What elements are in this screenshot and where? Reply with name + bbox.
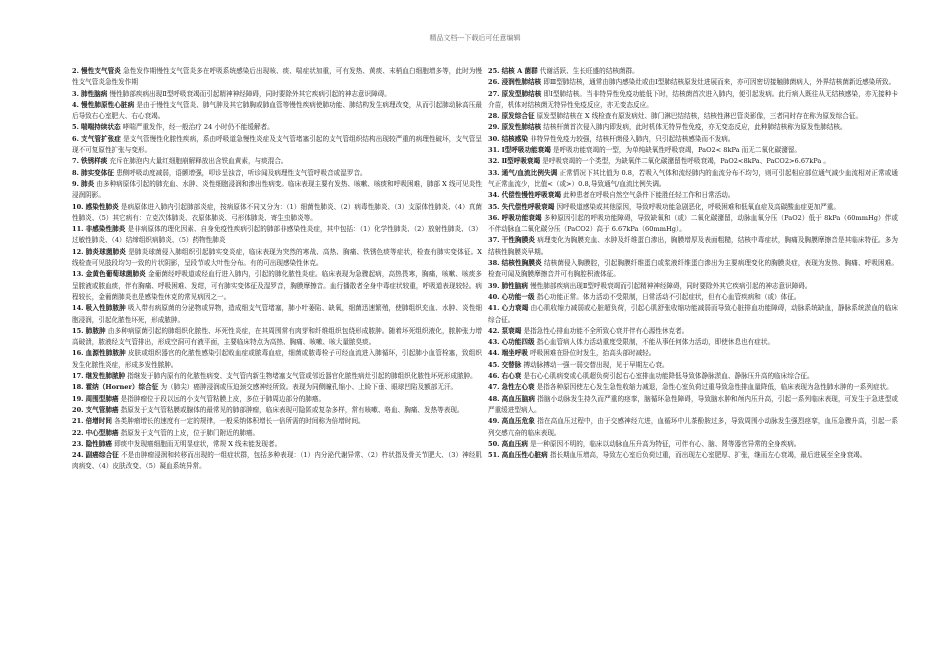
entry-term: 结核性胸膜炎 (501, 259, 542, 268)
definition-entry (72, 66, 482, 89)
definition-entry (72, 224, 482, 247)
definition-entry (72, 168, 482, 179)
entry-number: 3. (72, 89, 79, 98)
definition-entry (488, 89, 898, 112)
entry-number: 15. (72, 326, 84, 335)
entry-term: 原发型肺结核 (501, 89, 542, 98)
entry-term: 肺炎 (81, 179, 95, 188)
entry-term: 心功能四级 (501, 338, 535, 347)
definition-entry (488, 416, 898, 439)
definition-entry (488, 450, 898, 461)
definition-entry (72, 100, 482, 123)
page-header: 精品文档---下载后可任意编辑 (429, 34, 521, 42)
entry-definition: 是非病原体的理化因素、自身免疫性疾病引起的肺部非感染性炎症，其中包括：（1）化学性肺炎、（2）放射性肺炎、（3）过敏性肺炎、（4）结缔组织病肺炎、（5）药物性肺炎 (72, 225, 482, 245)
definition-entry (488, 258, 898, 281)
entry-definition: 吸入带有病原菌的分泌物或异物，造成细支气管堵塞，肺小叶萎陷、缺氧，细菌迅速繁殖，使肺组织充血、水肿、炎性细胞浸润，引起化脓性坏死，形成脓肿。 (72, 304, 482, 324)
entry-number: 49. (488, 417, 500, 426)
definition-entry (488, 122, 898, 133)
entry-term: 中心型肺癌 (85, 428, 119, 437)
definition-entry (72, 326, 482, 349)
entry-number: 11. (72, 225, 84, 234)
entry-definition: 慢性肺部疾病出现Ⅱ型呼吸衰竭而引起精神神经障碍，同时要除外其它疾病引起的神志意识障碍。 (530, 281, 812, 290)
entry-definition: 指心血管病人体力活动重度受限制，不能从事任何体力活动，即使休息也有症状。 (536, 338, 775, 347)
entry-definition: 指长期血压增高，导致左心室后负荷过重，而出现左心室肥厚、扩张，继而左心衰竭，最后进展至全身衰竭。 (549, 451, 867, 460)
definition-entry (488, 145, 898, 156)
entry-term: 肺实变体征 (81, 168, 114, 177)
entry-definition: 病理变化为胸膜充血、水肿及纤维蛋白渗出，胸膜增厚及表面粗糙，结核中毒症状，胸痛及胸膜摩擦音是其临床特征。多为结核性胸膜炎早期。 (488, 236, 898, 256)
entry-number: 13. (72, 270, 84, 279)
entry-definition: 皮肤或组织器官的化脓性感染引起败血症或脓毒血症，细菌或脓毒栓子可经血流进入肺循环，引起肺小血管栓塞，致组织发生化脓性炎症，形成多发性脓肿。 (72, 349, 482, 369)
entry-term: 心功能一级 (501, 292, 535, 301)
definition-entry (488, 213, 898, 236)
entry-number: 40. (488, 292, 500, 301)
entry-definition: 代谢活跃、生长旺盛的结核菌群。 (539, 67, 639, 75)
definition-entry (488, 168, 898, 191)
entry-definition: 是指急性心排血功能不全所致心衰并伴有心源性休克者。 (523, 326, 689, 335)
entry-definition: 由多种病原体引起的肺充血、水肿、炎性细胞浸润和渗出性病变。临床表现主要有发热、咳嗽、咳痰和呼吸困难，肺部 X 线可见炎性浸润阴影。 (72, 179, 482, 200)
entry-term: 心力衰竭 (501, 304, 529, 313)
entry-number: 45. (488, 360, 500, 369)
definition-entry (488, 281, 898, 292)
entry-number: 14. (72, 304, 84, 313)
entry-definition: 非特异性免疫力较强，结核杆菌侵入肺内，只引起结核感染而不发病。 (530, 134, 735, 143)
entry-term: 浸润性肺结核 (501, 78, 542, 87)
entry-number: 37. (488, 236, 500, 245)
entry-term: 支气管肺癌 (85, 405, 119, 414)
definition-entry (488, 111, 898, 122)
entry-definition: 是呼吸功能衰竭的一型，为单纯缺氧性呼吸衰竭，PaO2< 8kPa 而无二氧化碳潴留。 (552, 146, 802, 155)
definition-entry (72, 394, 482, 405)
entry-definition: 患侧呼吸动度减弱，语颤增强，叩诊呈浊音，听诊闻及病理性支气管呼吸音或湿罗音。 (116, 168, 367, 177)
entry-number: 32. (488, 157, 500, 166)
entry-definition: 原发型肺结核在 X 线检查有原发病灶、肺门淋巴结结核，结核性淋巴管炎影像，三者同时存在称为原发综合征。 (536, 112, 863, 121)
entry-definition: 慢性肺部疾病出现Ⅱ型呼吸衰竭而引起精神神经障碍，同时要除外其它疾病引起的神志意识障碍。 (109, 89, 391, 98)
entry-definition: 由多种病原菌引起的肺组织化脓性、坏死性炎症，在其周围常有肉芽和纤维组织包绕形成脓肿。随着坏死组织液化，脓肿张力增高破溃，脓液经支气管排出，形成空洞可有液平面，主要临床特点为高热、胸痛、咳嗽、咳大量脓臭痰。 (72, 326, 482, 347)
entry-number: 26. (488, 78, 500, 87)
entry-number: 36. (488, 213, 500, 222)
definition-entry (72, 371, 482, 382)
entry-number: 19. (72, 394, 84, 403)
definition-entry (72, 405, 482, 416)
entry-definition: 指脑小动脉发生持久而严重的痉挛，脑循环急性障碍，导致脑水肿和颅内压升高，引起一系列临床表现，可发生于急进型或严重缓进型病人。 (488, 394, 898, 414)
entry-number: 35. (488, 202, 500, 211)
entry-number: 29. (488, 123, 500, 132)
entry-definition: 是指肿瘤位于段以远的小支气管粘膜上皮，多位于肺周边部分的肺癌。 (120, 394, 326, 403)
definition-entry (488, 303, 898, 326)
entry-number: 30. (488, 134, 500, 143)
entry-definition: 指心功能正常。体力活动不受限制，日常活动不引起症状，但有心血管疾病和（或）体征。 (536, 292, 801, 301)
entry-definition: 为（肺尖）癌肿浸润或压迫颈交感神经所致。表现为同侧瞳孔缩小、上睑下垂、眼球凹陷及额部无汗。 (160, 383, 458, 392)
entry-definition: 正常情况下其比值为 0.8，若吸入气体和流经肺内的血流分布不均匀，则可引起相应部位通气减少血流相对正常或通气正常血流少，比值<（或>）0.8,导致通气/血流比例失调。 (488, 168, 898, 188)
entry-term: 结核感染 (501, 134, 528, 143)
definition-entry (488, 439, 898, 450)
entry-number: 39. (488, 281, 500, 290)
entry-number: 2. (72, 67, 79, 75)
entry-term: 原发性肺结核 (501, 123, 542, 132)
entry-term: 支气管扩张症 (81, 134, 121, 143)
entry-term: 原发综合征 (501, 112, 535, 121)
entry-number: 24. (72, 451, 84, 460)
definition-entry (72, 348, 482, 371)
entry-definition: 各类肿瘤增长的速度有一定的规律，一般采纳体积增长一倍所需的时间称为倍增时间。 (114, 417, 365, 426)
entry-term: 交替脉 (501, 360, 522, 369)
definition-entry (488, 348, 898, 359)
entry-number: 8. (72, 168, 79, 177)
entry-definition: 指继发于肺内原有的化脓性病变、支气管内新生物堵塞支气管或邻近器官化脓性病灶引起的肺组织化脓性坏死形成脓肿。 (127, 372, 477, 381)
definition-entry (488, 371, 898, 382)
entry-definition: 是呼吸衰竭的一个类型，为缺氧伴二氧化碳潴留性呼吸衰竭，PaO2<8kPa、PaCO2>6.67kPa 。 (542, 157, 830, 166)
entry-definition: 搏动脉搏动一强一弱交替出现，见于早期左心衰。 (523, 360, 669, 369)
definition-entry (488, 134, 898, 145)
definition-entry (72, 428, 482, 439)
entry-number: 6. (72, 134, 79, 143)
entry-term: 喘喘持续状态 (81, 123, 121, 132)
entry-number: 38. (488, 259, 500, 268)
entry-number: 41. (488, 304, 500, 313)
definition-entry (488, 292, 898, 303)
entry-term: 隐性肺癌 (85, 439, 112, 448)
definition-entry (488, 66, 898, 77)
entry-term: 干性胸膜炎 (501, 236, 536, 245)
entry-definition: 指原发于支气管的上皮，位于肺门附近的肺癌。 (120, 428, 260, 437)
entry-definition: 结核杆菌首次侵入肺内即发病，此时机体无特异性免疫，亦无变态反应，此种肺结核称为原发性肺结核。 (543, 123, 847, 132)
entry-number: 20. (72, 405, 84, 414)
definition-entry (488, 360, 898, 371)
entry-definition: 是一种原因不明的，临床以动脉血压升高为特征，可伴有心、脑、肾等器官异常的全身疾病。 (530, 439, 801, 448)
entry-number: 28. (488, 112, 500, 121)
entry-definition: 因呼吸道感染或其他原因，导致呼吸功能急剧恶化，呼吸困难和低氧血症及高碳酸血症更加严重。 (556, 202, 840, 211)
definition-entry (488, 382, 898, 393)
definition-entry (72, 303, 482, 326)
entry-definition: 即Ⅲ型肺结核，通常由肺内感染灶或由Ⅰ型肺结核原发灶进展而来，亦可因密切接触肺菌病人，外界结核菌新近感染所致。 (543, 78, 896, 87)
entry-number: 51. (488, 451, 500, 460)
entry-number: 43. (488, 338, 500, 347)
entry-term: 高血压性心脏病 (501, 451, 548, 460)
entry-definition: 即Ⅰ型肺结核。当非特异性免疫功能低下时，结核菌首次进入肺内，便引起发病。此行病人既往从无结核感染，亦无接种卡介苗，机体对结核菌无特异性免疫反应，亦无变态反应。 (488, 89, 898, 109)
entry-number: 27. (488, 89, 500, 98)
left-column (72, 66, 482, 666)
entry-number: 12. (72, 247, 84, 256)
entry-term: 铁锈样痰 (81, 157, 108, 166)
entry-definition: 充斥在肺泡内大量红细胞崩解释放出含铁血黄素，与痰混合。 (109, 157, 288, 166)
entry-definition: 不是由肿瘤浸润和转移而出现的一组症状群，包括多种表现：（1）内分泌代谢异常、（2）杵状指及骨关节肥大、（3）神经肌肉病变、（4）皮肤改变、（5）凝血系统异常。 (72, 451, 482, 471)
entry-term: Ⅱ型呼吸衰竭 (501, 157, 541, 166)
definition-entry (72, 134, 482, 157)
entry-definition: 是支气管慢性化脓性疾病，系由呼吸道急慢性炎症及支气管堵塞引起的支气管组织结构出现较严重的病理性破坏，支气管呈现不可复原性扩张与变形。 (72, 134, 482, 155)
entry-term: 倍增时间 (85, 417, 112, 426)
entry-definition: 指原发于支气管粘膜或腺体的最常见的肺部肿瘤，临床表现可隐匿或复杂多样，常有咳嗽、咯血、胸痛、发热等表现。 (120, 405, 464, 414)
definition-entry (72, 382, 482, 393)
entry-term: 肺性脑病 (501, 281, 528, 290)
entry-term: 高血压病 (501, 439, 528, 448)
entry-term: 呼吸功能衰竭 (501, 213, 542, 222)
entry-definition: 是由于慢性支气管炎、肺气肿及其它肺胸或肺血管等慢性疾病使肺功能、肺结构发生病理改变，从而引起肺动脉高压最后导致右心室肥大、右心衰竭。 (72, 100, 482, 121)
entry-term: 高血压危象 (501, 417, 536, 426)
entry-number: 10. (72, 202, 84, 211)
entry-number: 31. (488, 146, 500, 155)
entry-number: 48. (488, 394, 500, 403)
entry-definition: 呼吸困难在卧位时发生，抬高头部时减轻。 (530, 349, 656, 358)
definition-entry (488, 394, 898, 417)
entry-term: 通气/血流比例失调 (501, 168, 558, 177)
definition-entry (488, 202, 898, 213)
definition-entry (488, 77, 898, 88)
entry-number: 33. (488, 168, 500, 177)
entry-number: 23. (72, 439, 84, 448)
definition-entry (72, 89, 482, 100)
entry-number: 44. (488, 349, 500, 358)
entry-definition: 哮喘严重发作，经一般治疗 24 小时仍不能缓解者。 (122, 123, 274, 132)
entry-definition: 由心肌收缩力减弱或心脏超负荷，引起心肌舒张收缩功能减弱而导致心脏排血功能障碍，动脉系统缺血，静脉系统淤血的临床综合征。 (488, 304, 898, 324)
definition-entry (72, 156, 482, 167)
entry-definition: 多种原因引起的呼吸功能障碍，导致缺氧和（或）二氧化碳潴留，动脉血氧分压（PaO2）低于 8kPa（60mmHg）伴或不伴动脉血二氧化碳分压（PaCO2）高于 6.67kPa（60mmHg）。 (488, 213, 898, 234)
entry-term: 金黄色葡萄球菌肺炎 (85, 270, 146, 279)
entry-term: 继发性肺脓肿 (85, 372, 126, 381)
definition-entry (72, 269, 482, 303)
entry-definition: 是右心心肌病变或心肌超负荷引起右心室排血功能降低导致体静脉淤血、静脉压升高的临床综合征。 (523, 372, 814, 381)
entry-number: 50. (488, 439, 500, 448)
entry-term: 肺脓肿 (85, 326, 106, 335)
entry-term: 副癌综合征 (85, 451, 119, 460)
entry-term: 霍纳（Horner）综合征 (85, 383, 159, 392)
entry-definition: 指在高血压过程中，由于交感神经亢进，血循环中儿茶酚胺过多，导致周围小动脉发生强烈痉挛，血压急骤升高，引起一系列交感亢奋的临床表现。 (488, 417, 898, 437)
entry-number: 25. (488, 67, 500, 75)
definition-entry (72, 439, 482, 450)
entry-definition: 是指各种原因使左心发生急性收缩力减退，急性心室负荷过重导致急性排血量降低，临床表现为急性肺水肿的一系列症状。 (536, 383, 893, 392)
entry-definition: 结核菌侵入胸膜腔，引起胸膜纤维蛋白或浆液纤维蛋白渗出为主要病理变化的胸膜炎症，表现为发热、胸痛、呼吸困难。检查可闻及胸膜摩擦音并可有胸腔积液体征。 (488, 259, 898, 279)
entry-number: 4. (72, 100, 79, 109)
entry-number: 9. (72, 179, 79, 188)
entry-term: 右心衰 (501, 372, 522, 381)
entry-definition: 金葡菌经呼吸道或经血行进入肺内，引起的肺化脓性炎症。临床表现为急骤起病，高热畏寒，胸痛，咳嗽、咳痰多呈脓液或脓血痰，伴有胸痛、呼吸困难、发绀，可有肺实变体征及湿罗音，胸膜摩擦音。血行播散者全身中毒症状较重，呼吸道表现较轻。病程较长，金葡菌肺炎也是感染性休克的常见病因之一。 (72, 270, 482, 301)
entry-number: 47. (488, 383, 500, 392)
definition-entry (72, 179, 482, 202)
definition-entry (72, 450, 482, 473)
definition-entry (488, 235, 898, 258)
entry-term: 急性左心衰 (501, 383, 535, 392)
entry-number: 46. (488, 372, 500, 381)
definition-entry (72, 416, 482, 427)
right-column (488, 66, 898, 666)
entry-definition: 此种患者在呼吸自然空气条件下能胜任轻工作和日常活动。 (563, 191, 735, 200)
definition-entry (488, 326, 898, 337)
entry-term: 周围型肺癌 (85, 394, 119, 403)
entry-number: 17. (72, 372, 84, 381)
entry-term: 高血压脑病 (501, 394, 536, 403)
entry-term: 结核 A 菌群 (501, 67, 538, 75)
entry-term: 慢性肺原性心脏病 (81, 100, 135, 109)
entry-term: 泵衰竭 (501, 326, 522, 335)
entry-number: 21. (72, 417, 84, 426)
entry-term: 肺炎球菌肺炎 (85, 247, 126, 256)
entry-term: 失代偿性呼吸衰竭 (501, 202, 555, 211)
entry-definition: 是肺炎球菌侵入肺组织引起肺实变炎症，临床表现为突然的寒战、高热、胸痛、铁锈色痰等症状，检查有肺实变体征。X 线检查可见肢段均匀一致的片状阴影，呈段节或大叶性分布。有的可出现感染性休克。 (72, 247, 482, 268)
definition-entry (72, 202, 482, 225)
entry-number: 22. (72, 428, 84, 437)
entry-term: 感染性肺炎 (85, 202, 119, 211)
entry-term: 代偿性慢性呼吸衰竭 (501, 191, 561, 200)
entry-term: 端坐呼吸 (501, 349, 528, 358)
entry-term: 非感染性肺炎 (85, 225, 126, 234)
entry-definition: 是病原体进入肺内引起肺部炎症，按病原体不同又分为：（1）细菌性肺炎、（2）病毒性肺炎、（3）支原体性肺炎、（4）真菌性肺炎、（5）其它病有：立克次体肺炎、衣原体肺炎、弓形体肺炎、寄生虫肺炎等。 (72, 202, 482, 222)
entry-number: 7. (72, 157, 79, 166)
entry-number: 42. (488, 326, 500, 335)
entry-definition: 急性发作期慢性支气管炎多在呼吸系统感染后出现咳、痰、喘症状加重，可有发热、黄痰、末梢血白细胞增多等，此时为慢性支气管炎急性发作期 (72, 67, 482, 87)
entry-term: 慢性支气管炎 (81, 67, 121, 75)
entry-definition: 即痰中发现癌细胞而无明显症状，常规 X 线未能发现者。 (114, 439, 282, 448)
entry-term: 血源性肺脓肿 (85, 349, 126, 358)
entry-number: 34. (488, 191, 500, 200)
entry-number: 18. (72, 383, 84, 392)
definition-entry (72, 122, 482, 133)
entry-term: Ⅰ型呼吸功能衰竭 (501, 146, 551, 155)
definition-entry (488, 156, 898, 167)
entry-number: 5. (72, 123, 79, 132)
definition-entry (488, 190, 898, 201)
definition-entry (488, 337, 898, 348)
entry-term: 吸入性肺脓肿 (85, 304, 126, 313)
entry-term: 肺性脑病 (81, 89, 108, 98)
definition-entry (72, 247, 482, 270)
entry-number: 16. (72, 349, 84, 358)
